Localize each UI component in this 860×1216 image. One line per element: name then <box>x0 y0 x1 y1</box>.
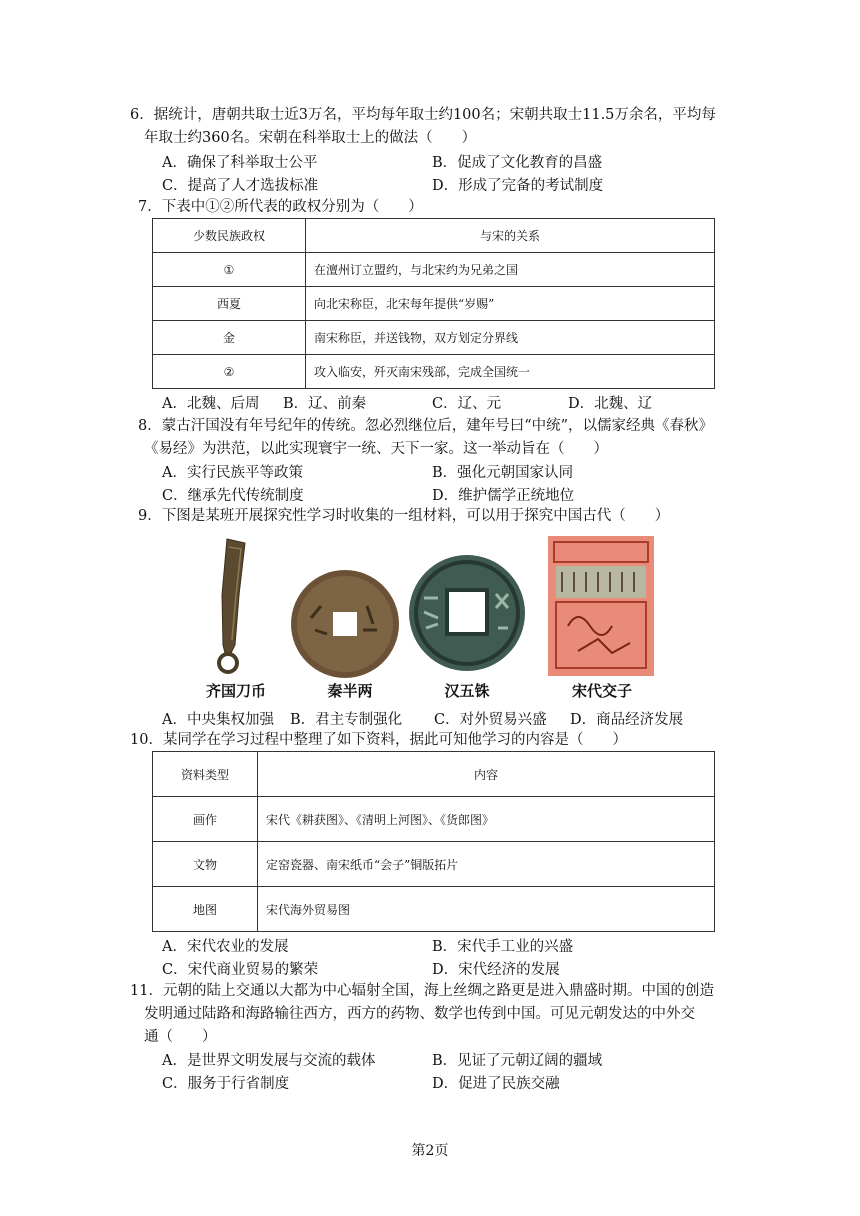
q11-option-c: C．服务于行省制度 <box>162 1076 290 1092</box>
table-row <box>153 219 715 253</box>
table-cell: 地图 <box>153 887 258 932</box>
q7-stem: 7．下表中①②所代表的政权分别为（ ） <box>138 199 423 215</box>
table-row <box>153 253 715 287</box>
q6-option-b: B．促成了文化教育的昌盛 <box>432 155 603 171</box>
q9-option-c: C．对外贸易兴盛 <box>434 712 547 728</box>
q9-stem: 9．下图是某班开展探究性学习时收集的一组材料，可以用于探究中国古代（ ） <box>138 508 670 524</box>
table-cell: 西夏 <box>153 287 306 321</box>
table-cell: ② <box>153 355 306 389</box>
knife-coin-label: 齐国刀币 <box>205 682 266 700</box>
q8-option-c: C．继承先代传统制度 <box>162 488 304 504</box>
q7-option-a: A．北魏、后周 <box>162 396 260 412</box>
table-cell: 向北宋称臣，北宋每年提供“岁赐” <box>306 287 715 321</box>
table-cell: 宋代海外贸易图 <box>258 887 715 932</box>
q11-option-d: D．促进了民族交融 <box>432 1076 560 1092</box>
jiaozi-note-image <box>548 536 654 676</box>
q10-option-c: C．宋代商业贸易的繁荣 <box>162 962 319 978</box>
table-row <box>153 887 715 932</box>
table-cell: 金 <box>153 321 306 355</box>
q10-option-b: B．宋代手工业的兴盛 <box>432 939 574 955</box>
q7-option-b: B．辽、前秦 <box>283 396 367 412</box>
table-cell: ① <box>153 253 306 287</box>
q7-option-d: D．北魏、辽 <box>568 396 653 412</box>
jiaozi-note-label: 宋代交子 <box>571 682 632 700</box>
table-row <box>153 355 715 389</box>
wuzhu-coin-label: 汉五铢 <box>444 682 490 700</box>
q10-table <box>152 751 715 932</box>
banliang-coin-label: 秦半两 <box>327 682 373 700</box>
q10-option-a: A．宋代农业的发展 <box>162 939 289 955</box>
q11-stem-line3: 通（ ） <box>144 1029 217 1045</box>
table-row <box>153 797 715 842</box>
q9-option-d: D．商品经济发展 <box>570 712 684 728</box>
table-cell: 在澶州订立盟约，与北宋约为兄弟之国 <box>306 253 715 287</box>
wuzhu-coin-image <box>406 552 528 674</box>
table-cell: 宋代《耕获图》、《清明上河图》、《货郎图》 <box>258 797 715 842</box>
knife-coin-image <box>205 535 265 680</box>
table-cell: 南宋称臣，并送钱物，双方划定分界线 <box>306 321 715 355</box>
q6-option-d: D．形成了完备的考试制度 <box>432 178 604 194</box>
page-number: 第2页 <box>411 1143 449 1159</box>
q11-option-a: A．是世界文明发展与交流的载体 <box>162 1053 376 1069</box>
table-header-cell: 内容 <box>258 752 715 797</box>
table-header-cell: 与宋的关系 <box>306 219 715 253</box>
q11-option-b: B．见证了元朝辽阔的疆域 <box>432 1053 603 1069</box>
q9-option-b: B．君主专制强化 <box>290 712 403 728</box>
q11-stem-line1: 11．元朝的陆上交通以大都为中心辐射全国，海上丝绸之路更是进入鼎盛时期。中国的创造 <box>130 983 714 999</box>
table-cell: 攻入临安，歼灭南宋残部，完成全国统一 <box>306 355 715 389</box>
table-row <box>153 752 715 797</box>
q6-option-a: A．确保了科举取士公平 <box>162 155 318 171</box>
q11-stem-line2: 发明通过陆路和海路输往西方，西方的药物、数学也传到中国。可见元朝发达的中外交 <box>144 1006 695 1022</box>
q7-option-c: C．辽、元 <box>432 396 502 412</box>
table-row <box>153 287 715 321</box>
q10-stem: 10．某同学在学习过程中整理了如下资料，据此可知他学习的内容是（ ） <box>130 732 627 748</box>
q8-option-d: D．维护儒学正统地位 <box>432 488 575 504</box>
q8-stem-line2: 《易经》为洪范，以此实现寰宇一统、天下一家。这一举动旨在（ ） <box>144 441 608 457</box>
q6-stem-line1: 6．据统计，唐朝共取士近3万名，平均每年取士约100名；宋朝共取士11.5万余名，平均每 <box>130 107 716 123</box>
table-cell: 文物 <box>153 842 258 887</box>
table-row <box>153 321 715 355</box>
table-cell: 画作 <box>153 797 258 842</box>
q6-stem-line2: 年取士约360名。宋朝在科举取士上的做法（ ） <box>144 130 477 146</box>
q8-stem-line1: 8．蒙古汗国没有年号纪年的传统。忽必烈继位后，建年号曰“中统”，以儒家经典《春秋》 <box>138 418 714 434</box>
q6-option-c: C．提高了人才选拔标准 <box>162 178 319 194</box>
q9-option-a: A．中央集权加强 <box>162 712 274 728</box>
q10-option-d: D．宋代经济的发展 <box>432 962 560 978</box>
q7-table <box>152 218 715 389</box>
table-header-cell: 资料类型 <box>153 752 258 797</box>
table-row <box>153 842 715 887</box>
banliang-coin-image <box>289 568 401 680</box>
q8-option-b: B．强化元朝国家认同 <box>432 465 574 481</box>
q8-option-a: A．实行民族平等政策 <box>162 465 303 481</box>
table-header-cell: 少数民族政权 <box>153 219 306 253</box>
table-cell: 定窑瓷器、南宋纸币“会子”铜版拓片 <box>258 842 715 887</box>
